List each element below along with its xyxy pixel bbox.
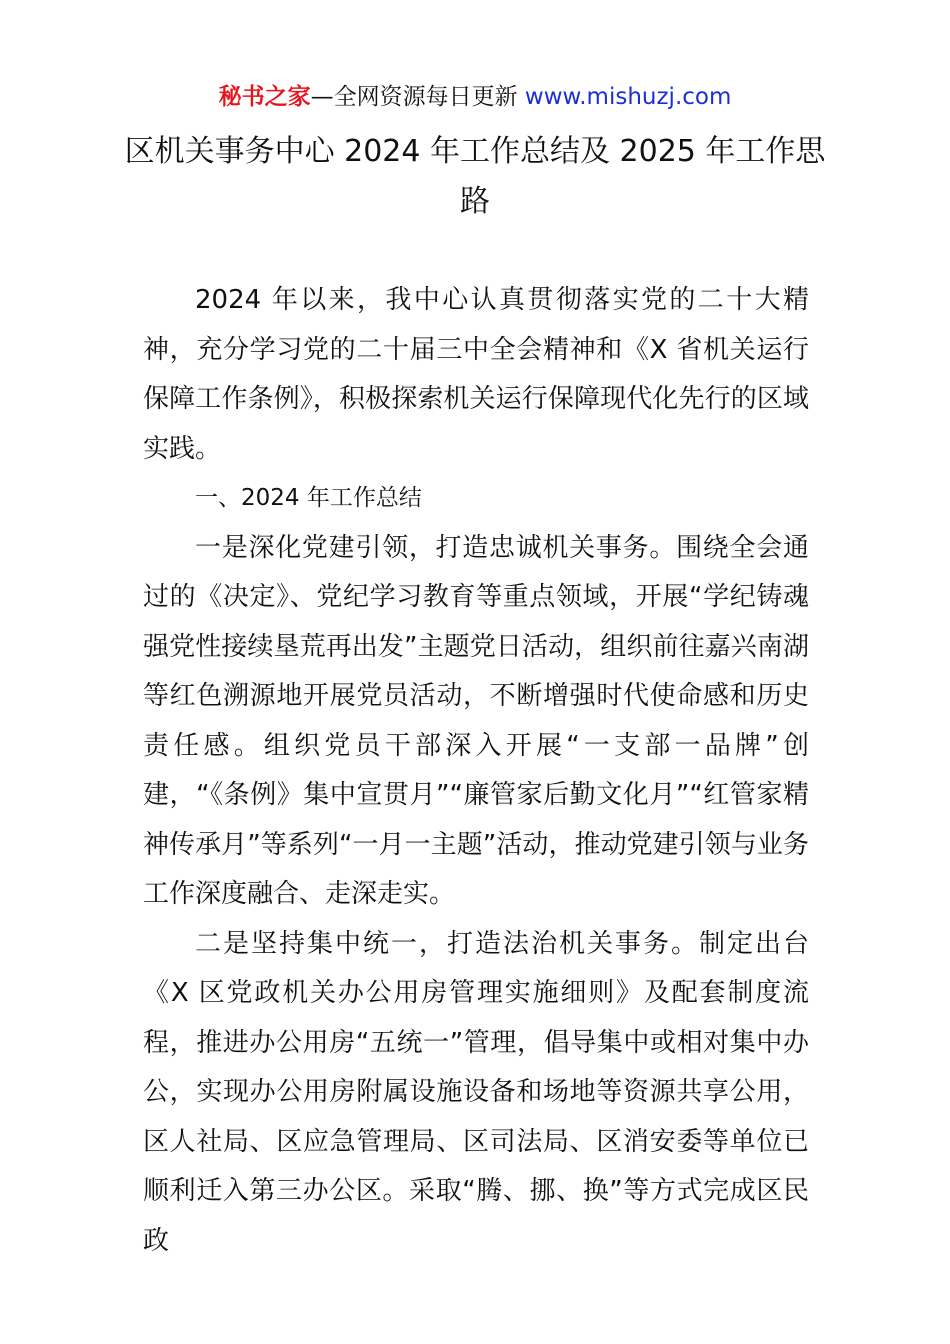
intro-paragraph: 2024 年以来，我中心认真贯彻落实党的二十大精神，充分学习党的二十届三中全会精神和《X 省机关运行保障工作条例》，积极探索机关运行保障现代化先行的区域实践。: [143, 285, 809, 464]
site-header: [0, 80, 950, 114]
body-paragraph-party-building: 一是深化党建引领，打造忠诚机关事务。围绕全会通过的《决定》、党纪学习教育等重点领域，开展“学纪铸魂强党性接续垦荒再出发”主题党日活动，组织前往嘉兴南湖等红色溯源地开展党员活动，不断增强时代使命感和历史责任感。组织党员干部深入开展“一支部一品牌”创建，“《条例》集中宣贯月”“廉管家后勤文化月”“红管家精神传承月”等系列“一月一主题”活动，推动党建引领与业务工作深度融合、走深走实。: [143, 532, 809, 909]
body-paragraph-rule-of-law: 二是坚持集中统一，打造法治机关事务。制定出台《X 区党政机关办公用房管理实施细则》及配套制度流程，推进办公用房“五统一”管理，倡导集中或相对集中办公，实现办公用房附属设施设备和场地等资源共享公用，区人社局、区应急管理局、区司法局、区消安委等单位已顺利迁入第三办公区。采取“腾、挪、换”等方式完成区民政: [143, 928, 809, 1256]
document-body: [143, 276, 809, 1266]
section-heading: 一、2024 年工作总结: [195, 485, 422, 511]
header-tagline: —全网资源每日更新: [310, 84, 525, 110]
site-url-link[interactable]: www.mishuzj.com: [524, 84, 732, 110]
brand-name: 秘书之家: [218, 84, 311, 110]
document-title: 区机关事务中心 2024 年工作总结及 2025 年工作思路: [124, 134, 826, 219]
